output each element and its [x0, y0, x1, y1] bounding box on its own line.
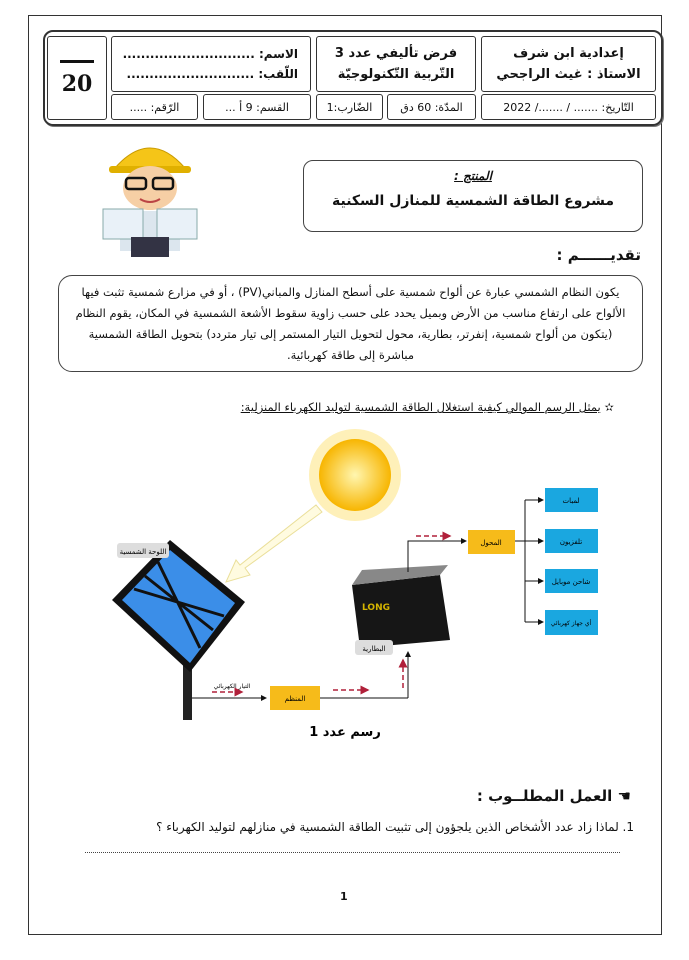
question-1: 1. لماذا زاد عدد الأشخاص الذين يلجؤون إلى تثبيت الطاقة الشمسية في منازلهم لتوليد الكهرباء ؟: [156, 820, 634, 834]
surname-field[interactable]: اللّقب: ............................: [126, 67, 298, 81]
subject: التّربية التّكنولوجيّة: [337, 67, 455, 82]
sunlight-arrow: [226, 505, 322, 582]
output-charger: شاحن موبايل: [551, 578, 591, 586]
battery-brand: LONG: [362, 603, 390, 613]
output-any-device: أي جهاز كهربائي: [550, 620, 592, 627]
name-field[interactable]: الاسم: .............................: [122, 47, 298, 61]
work-heading: العمل المطلــوب :: [476, 787, 613, 805]
solar-panel-icon: [112, 540, 245, 720]
answer-line[interactable]: [85, 852, 620, 853]
diagram-caption: رسم عدد 1: [309, 725, 381, 740]
school-name: إعدادية ابن شرف: [513, 46, 624, 61]
battery-label: البطارية: [362, 645, 386, 653]
score-total: 20: [61, 70, 93, 97]
exam-title: فرض تأليفي عدد 3: [334, 46, 458, 61]
date-field[interactable]: التّاريخ: ....... / ......./ 2022: [481, 94, 656, 120]
product-name: مشروع الطاقة الشمسية للمنازل السكنية: [331, 193, 615, 209]
panel-label: اللوحة الشمسية: [119, 548, 167, 556]
inverter-label: المحول: [480, 539, 502, 547]
output-tv: تلفزيون: [559, 538, 583, 546]
product-title: المنتج :: [454, 169, 492, 183]
sun-icon: [309, 429, 401, 521]
diagram-intro-text: يمثل الرسم الموالي كيفية استغلال الطاقة الشمسية لتوليد الكهرباء المنزلية:: [240, 400, 601, 414]
regulator-label: المنظم: [284, 695, 306, 703]
current-label: التيار الكهربائي: [213, 683, 251, 690]
class-field[interactable]: القسم: 9 أ ...: [203, 94, 311, 120]
coefficient: الضّارب:1: [316, 94, 383, 120]
teacher-name: الاستاذ : غيث الراجحي: [496, 67, 641, 82]
work-heading-row: [477, 787, 631, 805]
page-number: 1: [340, 890, 348, 903]
number-field[interactable]: الرّقم: .....: [111, 94, 198, 120]
output-boxes: [525, 488, 598, 635]
star-icon: ✫: [604, 400, 614, 414]
intro-heading: تقديــــــم :: [556, 246, 641, 264]
duration: المدّة: 60 دق: [387, 94, 476, 120]
output-lamps: لمبات: [562, 497, 580, 505]
pointing-hand-icon: ☚: [617, 787, 631, 805]
intro-box: يكون النظام الشمسي عبارة عن ألواح شمسية على أسطح المنازل والمباني(PV) ، أو في مزارع شمسية تثبت فيها الألواح على ارتفاع مناسب من الأرض وبميل يحدد على حسب زاوية سقوط الأشعة الشمسية في المكان، يقوم النظام (يتكون من ألواح شمسية، إنفرتر، بطارية، محول لتحويل التيار المستمر إلى تيار متردد) بتحويل الطاقة الشمسية مباشرة إلى طاقة كهربائية.: [58, 275, 643, 372]
